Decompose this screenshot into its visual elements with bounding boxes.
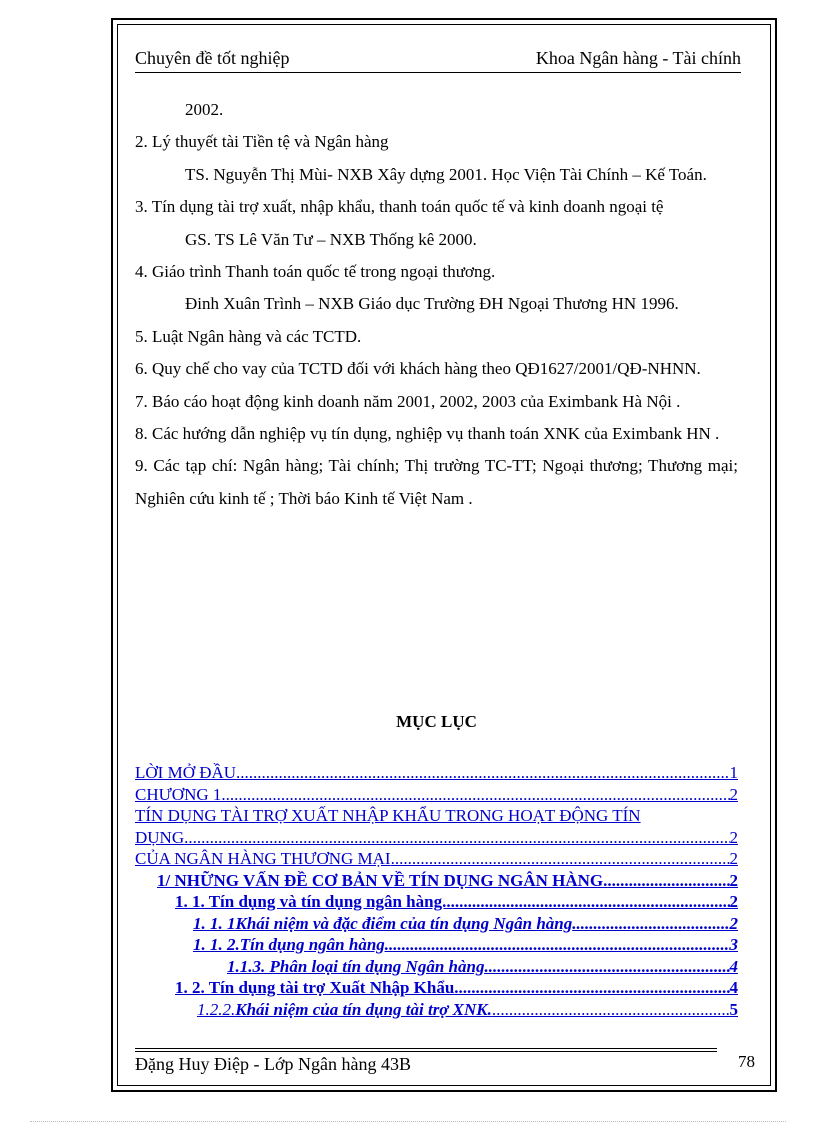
reference-item: 5. Luật Ngân hàng và các TCTD. [135, 326, 362, 346]
header-left-title: Chuyên đề tốt nghiệp [135, 48, 290, 68]
reference-item: 4. Giáo trình Thanh toán quốc tế trong ngoại thương. [135, 262, 496, 282]
footer-rule [135, 1048, 717, 1049]
toc-leader [484, 957, 729, 977]
toc-page-number: 4 [729, 978, 738, 997]
header-right-title: Khoa Ngân hàng - Tài chính [535, 48, 741, 68]
toc-leader [389, 935, 729, 955]
toc-leader [184, 828, 729, 848]
toc-page-number: 3 [729, 935, 738, 954]
toc-page-number: 4 [729, 956, 738, 976]
toc-page-number: 5 [729, 999, 738, 1019]
reference-item: 6. Quy chế cho vay của TCTD đối với khách hàng theo QĐ1627/2001/QĐ-NHNN. [135, 359, 701, 379]
toc-entry[interactable] [135, 828, 738, 850]
toc-entry-label: 1.1.3. Phân loại tín dụng Ngân hàng [227, 956, 485, 976]
toc-entry[interactable] [135, 1000, 738, 1022]
page-number: 78 [738, 1052, 755, 1071]
toc-page-number: 2 [729, 913, 738, 933]
toc-entry[interactable] [135, 785, 738, 807]
toc-entry-label: Khái niệm của tín dụng tài trợ XNK. [235, 999, 492, 1019]
toc-entry-label: CỦA NGÂN HÀNG THƯƠNG MẠI [135, 849, 391, 868]
toc-entry-label: 1. 1. 1Khái niệm và đặc điểm của tín dụng Ngân hàng [193, 913, 573, 933]
toc-leader [607, 871, 729, 891]
footer-rule-secondary [135, 1051, 717, 1052]
reference-detail: TS. Nguyễn Thị Mùi- NXB Xây dựng 2001. Học Viện Tài Chính – Kế Toán. [185, 164, 707, 184]
reference-item: 7. Báo cáo hoạt động kinh doanh năm 2001, 2002, 2003 của Eximbank Hà Nội . [135, 391, 681, 411]
toc-leader [221, 785, 729, 805]
reference-item: 3. Tín dụng tài trợ xuất, nhập khẩu, thanh toán quốc tế và kinh doanh ngoại tệ [135, 197, 664, 217]
toc-leader [492, 1000, 730, 1020]
reference-item: 8. Các hướng dẫn nghiệp vụ tín dụng, nghiệp vụ thanh toán XNK của Eximbank HN . [135, 424, 720, 444]
toc-page-number: 2 [729, 870, 738, 890]
toc-entry-label: DỤNG [135, 827, 185, 847]
toc-entry[interactable] [135, 849, 738, 871]
reference-line: 2002. [185, 100, 224, 119]
page-bottom-dotted-line [30, 1121, 786, 1122]
toc-page-number: 2 [729, 827, 738, 847]
toc-entry[interactable] [135, 763, 738, 785]
toc-page-number: 2 [729, 892, 738, 911]
toc-entry[interactable] [135, 957, 738, 979]
page-header [135, 48, 741, 74]
toc-entry[interactable] [135, 806, 713, 828]
toc-entry[interactable] [135, 892, 738, 914]
table-of-contents [135, 763, 738, 1021]
toc-entry-label: CHƯƠNG 1 [135, 784, 222, 804]
toc-entry[interactable] [135, 871, 738, 893]
toc-entry-label: LỜI MỞ ĐẦU [135, 763, 237, 782]
toc-page-number: 2 [729, 849, 738, 868]
reference-item: 9. Các tạp chí: Ngân hàng; Tài chính; Thị trường TC-TT; Ngoại thương; Thương mại; Nghiên cứu kinh tế ; Thời báo Kinh tế Việt Nam . [135, 456, 738, 508]
toc-page-number: 2 [729, 784, 738, 804]
toc-entry-label: TÍN DỤNG TÀI TRỢ XUẤT NHẬP KHẨU TRONG HOẠT ĐỘNG TÍN [135, 806, 641, 825]
toc-entry[interactable] [135, 914, 738, 936]
reference-detail: Đinh Xuân Trình – NXB Giáo dục Trường ĐH Ngoại Thương HN 1996. [185, 294, 679, 314]
toc-entry-label: 1. 2. Tín dụng tài trợ Xuất Nhập Khẩu [175, 978, 455, 997]
references-list [135, 94, 738, 515]
toc-leader [391, 849, 730, 869]
toc-entry-label: 1/ NHỮNG VẤN ĐỀ CƠ BẢN VỀ TÍN DỤNG NGÂN HÀNG. [157, 870, 608, 890]
toc-entry-label: 1. 1. Tín dụng và tín dụng ngân hàng. [175, 892, 447, 911]
toc-entry[interactable] [135, 935, 738, 957]
reference-item: 2. Lý thuyết tài Tiền tệ và Ngân hàng [135, 132, 389, 152]
toc-leader [446, 892, 729, 912]
toc-title: MỤC LỤC [396, 712, 477, 731]
toc-entry-label: 1. 1. 2.Tín dụng ngân hàng. [193, 935, 390, 954]
toc-entry[interactable] [135, 978, 738, 1000]
toc-page-number: 1 [729, 763, 738, 782]
reference-detail: GS. TS Lê Văn Tư – NXB Thống kê 2000. [185, 229, 477, 249]
toc-entry-prefix: 1.2.2. [197, 999, 236, 1019]
footer-author: Đặng Huy Điệp - Lớp Ngân hàng 43B [135, 1054, 411, 1074]
toc-leader [572, 914, 729, 934]
toc-leader [454, 978, 729, 998]
toc-leader [236, 763, 729, 783]
header-rule [135, 72, 741, 73]
